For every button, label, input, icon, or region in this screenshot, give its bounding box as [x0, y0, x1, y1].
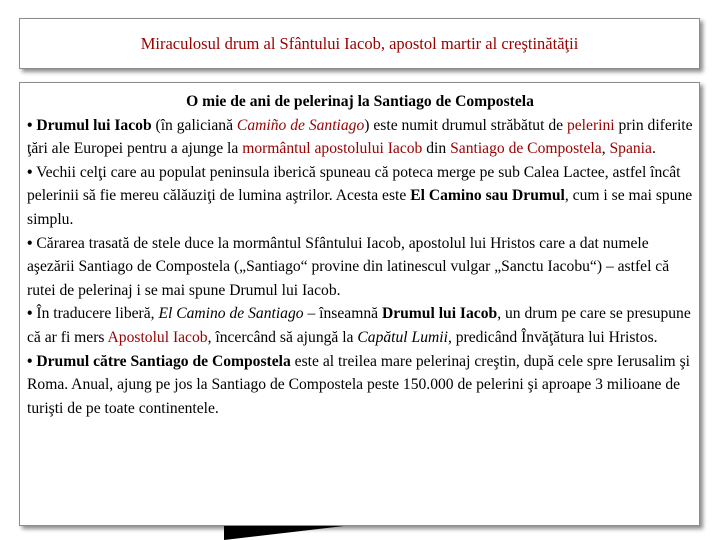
term-capatul-lumii: Capătul Lumii,	[357, 328, 452, 346]
content-box	[19, 82, 700, 526]
decorative-wedge	[224, 526, 344, 540]
link-pelerini[interactable]: pelerini	[566, 116, 615, 134]
term-el-camino-de-santiago: El Camino de Santiago	[158, 305, 304, 323]
paragraph-vechii-celti: • Vechii celţi care au populat peninsula iberică spuneau că poteca merge pe sub Calea Lactee, astfel încât pelerinii să fie mereu călăuziţi de lumina aştrilor. Acesta este El Camino sau Drumul, cum i se mai spune simplu.	[27, 163, 693, 228]
paragraph-drumul-lui-iacob: • Drumul lui Iacob (în galiciană Camiño de Santiago) este numit drumul străbătut de pelerini prin diferite ţări ale Europei pentru a ajunge la mormântul apostolului Iacob din Santiago de Compostela, Spania.	[27, 116, 693, 158]
link-santiago-de-compostela[interactable]: Santiago de Compostela	[450, 140, 602, 158]
term-drumul-catre-santiago: Drumul către Santiago de Compostela	[36, 352, 291, 370]
term-el-camino: El Camino sau Drumul	[410, 187, 565, 205]
bullet-icon: •	[27, 352, 33, 370]
bullet-icon: •	[27, 305, 33, 323]
bullet-icon: •	[27, 163, 33, 181]
link-mormantul-apostolului[interactable]: mormântul apostolului Iacob	[242, 140, 423, 158]
content-heading: O mie de ani de pelerinaj la Santiago de Compostela	[186, 93, 534, 110]
slide-title: Miraculosul drum al Sfântului Iacob, apostol martir al creştinătăţii	[140, 33, 579, 53]
bullet-icon: •	[27, 116, 33, 134]
paragraph-traducere: • În traducere liberă, El Camino de Santiago – înseamnă Drumul lui Iacob, un drum pe care se presupune că ar fi mers Apostolul Iacob, încercând să ajungă la Capătul Lumii, predicând Învăţătura lui Hristos.	[27, 305, 691, 346]
term-drumul-lui-iacob-2: Drumul lui Iacob	[381, 305, 498, 323]
term-drumul-lui-iacob: Drumul lui Iacob	[36, 116, 152, 134]
title-box	[19, 18, 700, 69]
paragraph-cararea: • Cărarea trasată de stele duce la mormântul Sfântului Iacob, apostolul lui Hristos care a dat numele aşezării Santiago de Compostela („Santiago“ provine din latinescul vulgar „Sanctu Iacobu“) – astfel că rutei de pelerinaj i se mai spune Drumul lui Iacob.	[27, 234, 670, 299]
bullet-icon: •	[27, 234, 33, 252]
paragraph-pelerinaj: • Drumul către Santiago de Compostela este al treilea mare pelerinaj creştin, după cele spre Ierusalim şi Roma. Anual, ajung pe jos la Santiago de Compostela peste 150.000 de pelerini şi aproape 3 milioane de turişti de pe toate continentele.	[27, 352, 690, 417]
link-camino-de-santiago[interactable]: Camiño de Santiago	[236, 116, 365, 134]
link-spania[interactable]: Spania	[609, 140, 652, 158]
link-apostolul-iacob[interactable]: Apostolul Iacob	[107, 328, 208, 346]
